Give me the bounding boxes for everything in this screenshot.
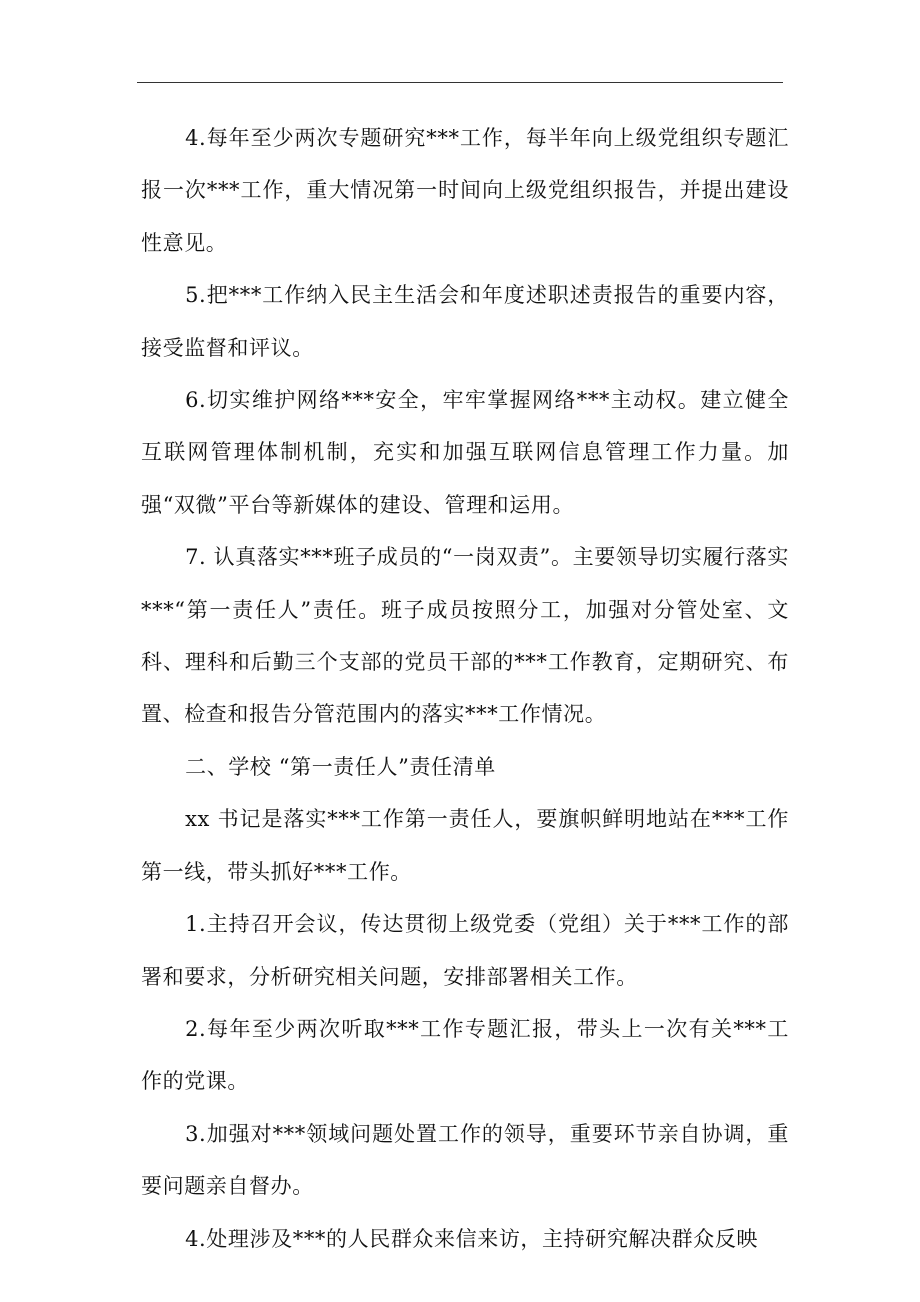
section-heading: 二、学校 “第一责任人”责任清单 (185, 754, 496, 779)
document-body (141, 112, 789, 1265)
paragraph-item-5: 5.把***工作纳入民主生活会和年度述职述责报告的重要内容，接受监督和评议。 (141, 283, 789, 360)
paragraph-item-7: 7. 认真落实***班子成员的“一岗双责”。主要领导切实履行落实***“第一责任人”责任。班子成员按照分工，加强对分管处室、文科、理科和后勤三个支部的党员干部的***工作教育，定期研究、布置、检查和报告分管范围内的落实***工作情况。 (141, 545, 789, 727)
section-item-3: 3.加强对***领域问题处置工作的领导，重要环节亲自协调，重要问题亲自督办。 (141, 1121, 789, 1199)
paragraph-item-4: 4.每年至少两次专题研究***工作，每半年向上级党组织专题汇报一次***工作，重大情况第一时间向上级党组织报告，并提出建设性意见。 (141, 126, 789, 255)
section-item-2: 2.每年至少两次听取***工作专题汇报，带头上一次有关***工作的党课。 (141, 1016, 789, 1094)
section-item-1: 1.主持召开会议，传达贯彻上级党委（党组）关于***工作的部署和要求，分析研究相关问题，安排部署相关工作。 (141, 912, 789, 989)
section-item-4: 4.处理涉及***的人民群众来信来访，主持研究解决群众反映 (185, 1226, 759, 1251)
paragraph-item-6: 6.切实维护网络***安全，牢牢掌握网络***主动权。建立健全互联网管理体制机制，充实和加强互联网信息管理工作力量。加强“双微”平台等新媒体的建设、管理和运用。 (141, 388, 789, 517)
header-rule (137, 82, 783, 83)
section-intro-paragraph: xx 书记是落实***工作第一责任人，要旗帜鲜明地站在***工作第一线，带头抓好***工作。 (141, 807, 789, 884)
